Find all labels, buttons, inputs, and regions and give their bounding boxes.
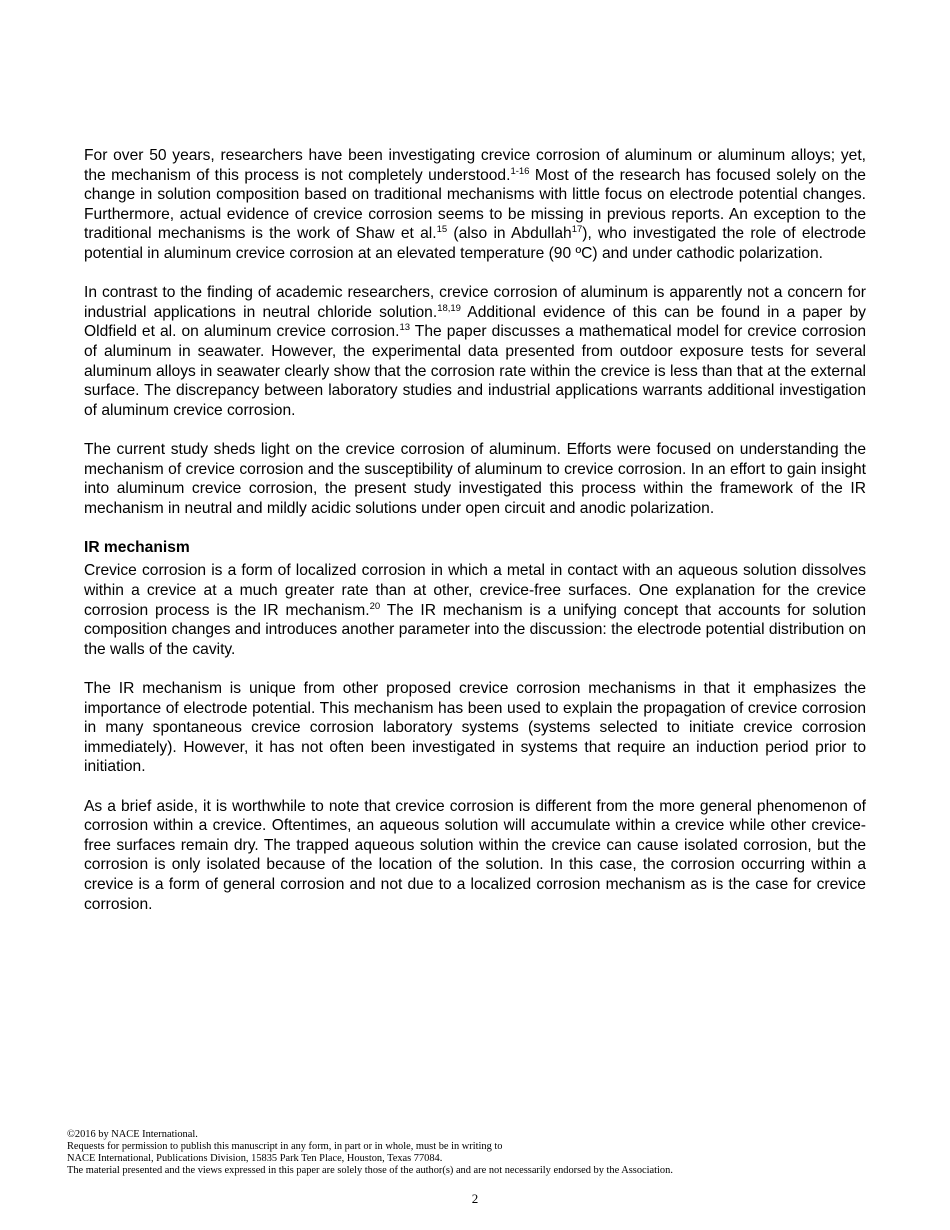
footer-disclaimer: The material presented and the views expressed in this paper are solely those of the author(s) and are not necessarily endorsed by the Association. (67, 1165, 673, 1176)
paragraph-intro (84, 146, 866, 264)
paragraph-ir-unique: The IR mechanism is unique from other proposed crevice corrosion mechanisms in that it emphasizes the importance of electrode potential. This mechanism has been used to explain the propagation of crevice corrosion in many spontaneous crevice corrosion laboratory systems (systems selected to initiate crevice corrosion immediately). However, it has not often been investigated in systems that require an induction period prior to initiation. (84, 680, 866, 776)
document-body (84, 146, 866, 914)
text: Crevice corrosion is a form of localized corrosion in which a metal in contact with an aqueous solution dissolves within a crevice at a much greater rate than at other, crevice-free surfaces. One explanation for the crevice corrosion process is the IR mechanism. (84, 562, 866, 619)
citation: 17 (571, 224, 583, 236)
paragraph-current-study: The current study sheds light on the crevice corrosion of aluminum. Efforts were focused on understanding the mechanism of crevice corrosion and the susceptibility of aluminum to crevice corrosion. In an effort to gain insight into aluminum crevice corrosion, the present study investigated this process within the framework of the IR mechanism in neutral and mildly acidic solutions under open circuit and anodic polarization. (84, 440, 866, 517)
text: The paper discusses a mathematical model for crevice corrosion of aluminum in seawater. However, the experimental data presented from outdoor exposure tests for several aluminum alloys in seawater clearly show that the corrosion rate within the crevice is less than that at the external surface. The discrepancy between laboratory studies and industrial applications warrants additional investigation of aluminum crevice corrosion. (84, 323, 867, 419)
text: For over 50 years, researchers have been investigating crevice corrosion of aluminum or aluminum alloys; yet, the mechanism of this process is not completely understood. (84, 147, 866, 184)
footer-copyright: ©2016 by NACE International. (67, 1129, 198, 1140)
citation: 1-16 (510, 165, 530, 177)
text: In contrast to the finding of academic researchers, crevice corrosion of aluminum is apparently not a concern for industrial applications in neutral chloride solution. (84, 284, 866, 321)
section-heading: IR mechanism (84, 538, 190, 556)
citation: 20 (369, 600, 381, 612)
page-number: 2 (471, 1191, 479, 1206)
footer (67, 1129, 887, 1177)
text: ), who investigated the role of electrode potential in aluminum crevice corrosion at an elevated temperature (90 ºC) and under cathodic polarization. (84, 225, 867, 262)
citation: 15 (436, 224, 448, 236)
text: (also in Abdullah (447, 225, 572, 243)
footer-address: NACE International, Publications Division, 15835 Park Ten Place, Houston, Texas 77084. (67, 1153, 443, 1164)
paragraph-contrast (84, 283, 866, 420)
footer-permission: Requests for permission to publish this manuscript in any form, in part or in whole, must be in writing to (67, 1141, 503, 1152)
paragraph-ir-definition (84, 561, 866, 659)
citation: 18,19 (437, 302, 461, 314)
text: The IR mechanism is a unifying concept that accounts for solution composition changes and introduces another parameter into the discussion: the electrode potential distribution on the walls of the cavity. (84, 601, 867, 658)
citation: 13 (399, 322, 411, 334)
text: Additional evidence of this can be found in a paper by Oldfield et al. on aluminum crevice corrosion. (84, 303, 866, 341)
paragraph-aside: As a brief aside, it is worthwhile to note that crevice corrosion is different from the more general phenomenon of corrosion within a crevice. Oftentimes, an aqueous solution will accumulate within a crevice while other crevice-free surfaces remain dry. The trapped aqueous solution within the crevice can cause isolated corrosion, but the corrosion is only isolated because of the location of the solution. In this case, the corrosion occurring within a crevice is a form of general corrosion and not due to a localized corrosion mechanism as is the case for crevice corrosion. (84, 797, 866, 913)
text: Most of the research has focused solely on the change in solution composition based on traditional mechanisms with little focus on electrode potential changes. Furthermore, actual evidence of crevice corrosion seems to be missing in previous reports. An exception to the traditional mechanisms is the work of Shaw et al. (84, 166, 866, 243)
